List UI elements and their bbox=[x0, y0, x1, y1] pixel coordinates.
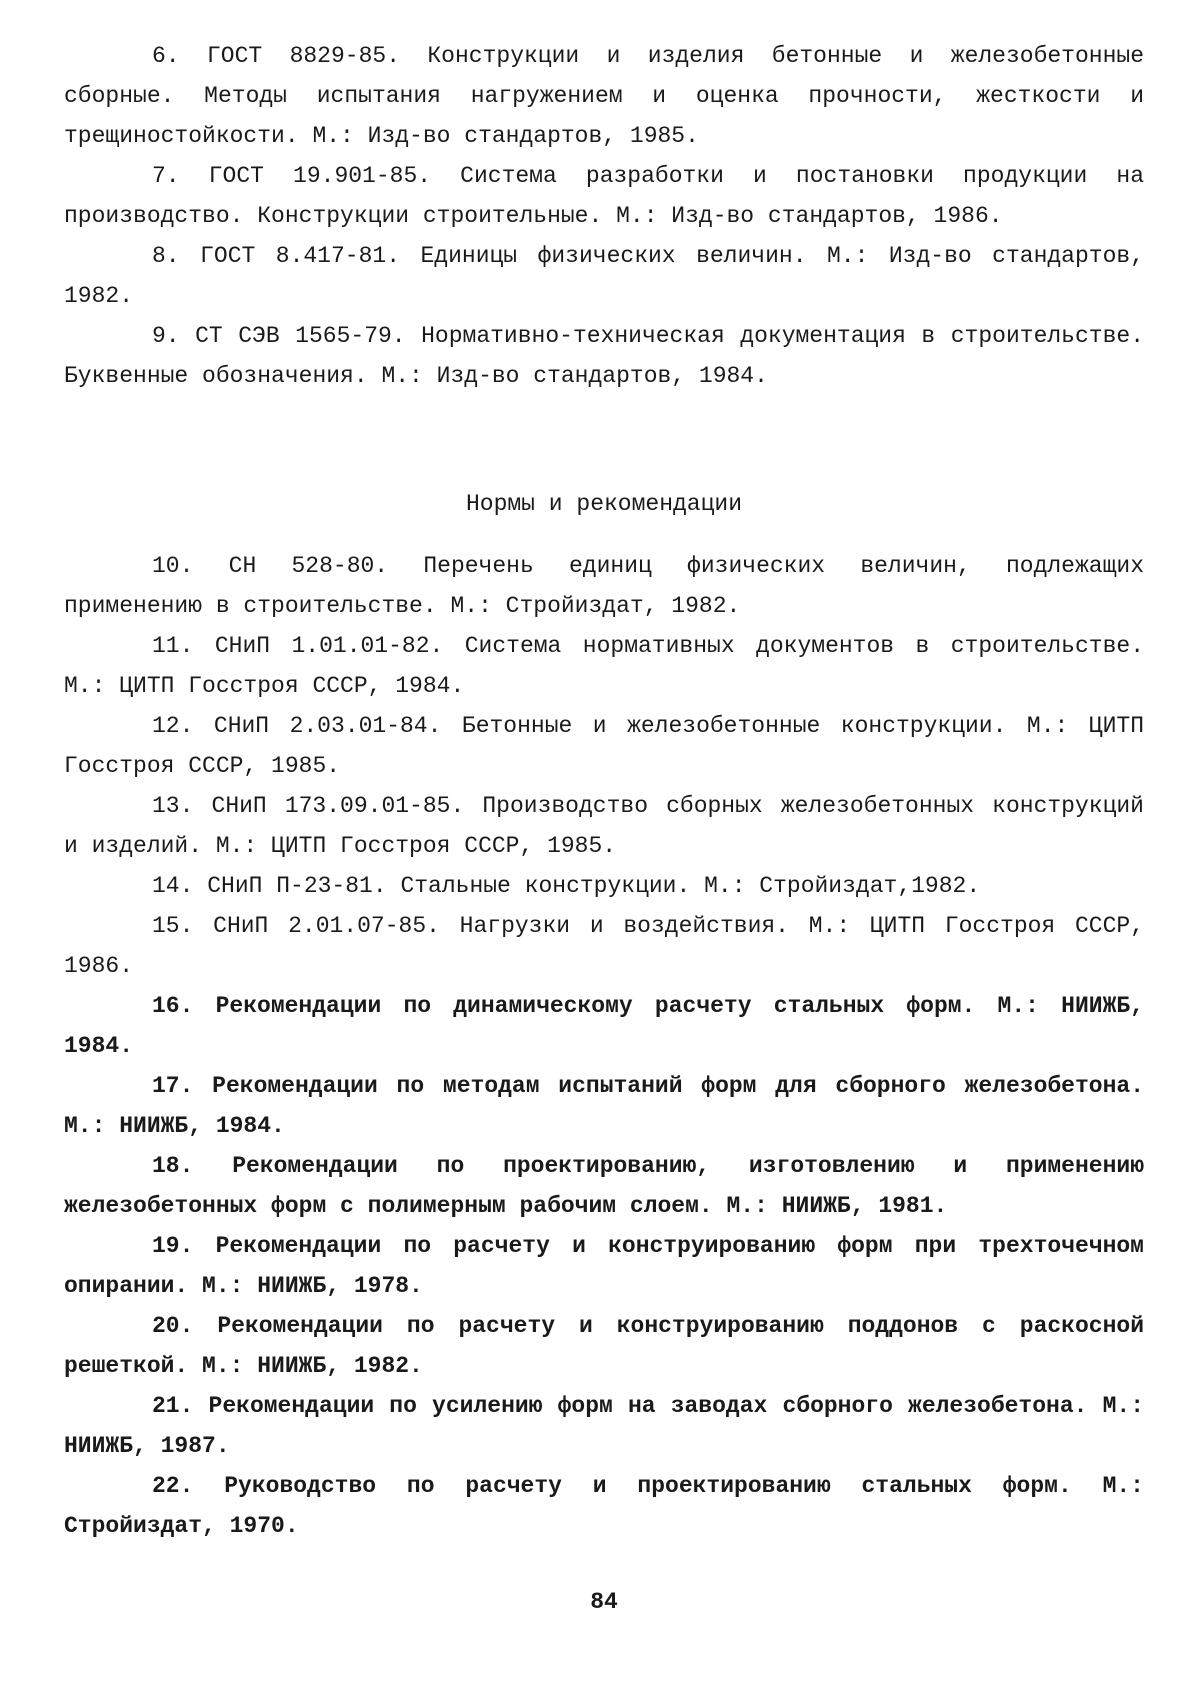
reference-item: 22. Руководство по расчету и проектированию стальных форм. М.: Стройиздат, 1970. bbox=[64, 1473, 1144, 1539]
reference-list-standards bbox=[64, 36, 1144, 396]
reference-item: 13. СНиП 173.09.01-85. Производство сборных железобетонных конструкций и изделий. М.: ЦИТП Госстроя СССР, 1985. bbox=[64, 793, 1144, 859]
reference-item: 17. Рекомендации по методам испытаний форм для сборного железобетона. М.: НИИЖБ, 1984. bbox=[64, 1073, 1144, 1139]
reference-item: 9. СТ СЭВ 1565-79. Нормативно-техническая документация в строительстве. Буквенные обозначения. М.: Изд-во стандартов, 1984. bbox=[64, 323, 1144, 389]
reference-item: 18. Рекомендации по проектированию, изготовлению и применению железобетонных форм с полимерным рабочим слоем. М.: НИИЖБ, 1981. bbox=[64, 1153, 1144, 1219]
reference-item: 10. СН 528-80. Перечень единиц физических величин, подлежащих применению в строительстве. М.: Стройиздат, 1982. bbox=[64, 553, 1144, 619]
reference-item: 15. СНиП 2.01.07-85. Нагрузки и воздействия. М.: ЦИТП Госстроя СССР, 1986. bbox=[64, 913, 1144, 979]
reference-item: 16. Рекомендации по динамическому расчету стальных форм. М.: НИИЖБ, 1984. bbox=[64, 993, 1144, 1059]
reference-item: 14. СНиП П-23-81. Стальные конструкции. М.: Стройиздат,1982. bbox=[152, 873, 981, 899]
page-number: 84 bbox=[590, 1589, 618, 1615]
reference-item: 7. ГОСТ 19.901-85. Система разработки и постановки продукции на производство. Конструкции строительные. М.: Изд-во стандартов, 1986. bbox=[64, 163, 1144, 229]
reference-item: 21. Рекомендации по усилению форм на заводах сборного железобетона. М.: НИИЖБ, 1987. bbox=[64, 1393, 1144, 1459]
reference-item: 8. ГОСТ 8.417-81. Единицы физических величин. М.: Изд-во стандартов, 1982. bbox=[64, 243, 1144, 309]
reference-item: 12. СНиП 2.03.01-84. Бетонные и железобетонные конструкции. М.: ЦИТП Госстроя СССР, 1985. bbox=[64, 713, 1144, 779]
document-page bbox=[64, 36, 1144, 1656]
reference-item: 6. ГОСТ 8829-85. Конструкции и изделия бетонные и железобетонные сборные. Методы испытания нагружением и оценка прочности, жесткости и трещиностойкости. М.: Изд-во стандартов, 1985. bbox=[64, 43, 1144, 149]
section-heading: Нормы и рекомендации bbox=[465, 491, 743, 517]
reference-item: 20. Рекомендации по расчету и конструированию поддонов с раскосной решеткой. М.: НИИЖБ, 1982. bbox=[64, 1313, 1144, 1379]
reference-item: 11. СНиП 1.01.01-82. Система нормативных документов в строительстве. М.: ЦИТП Госстроя СССР, 1984. bbox=[64, 633, 1144, 699]
reference-list-norms bbox=[64, 546, 1144, 1546]
reference-item: 19. Рекомендации по расчету и конструированию форм при трехточечном опирании. М.: НИИЖБ, 1978. bbox=[64, 1233, 1144, 1299]
